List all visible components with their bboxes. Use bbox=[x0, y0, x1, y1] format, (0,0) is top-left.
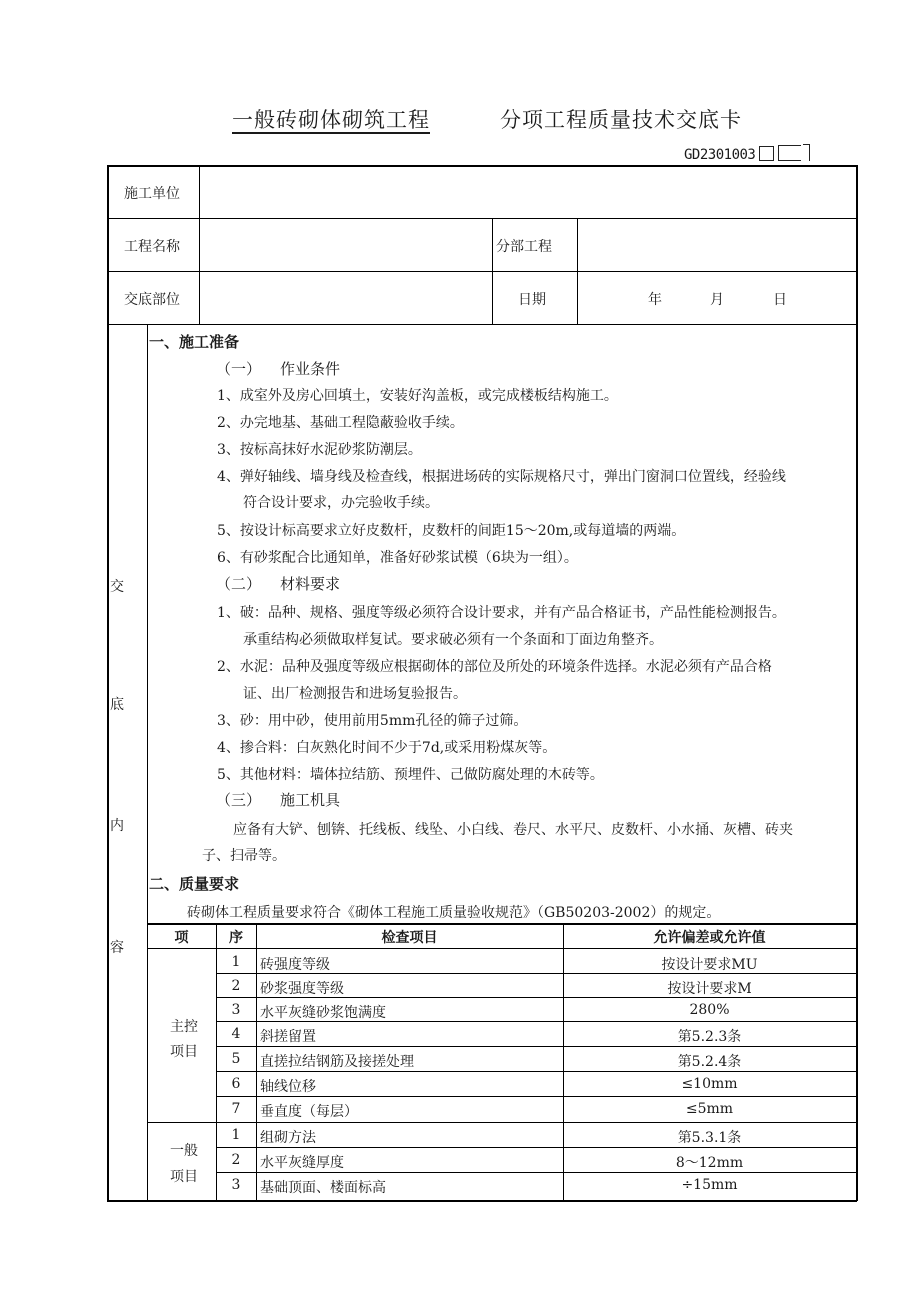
project-name-label: 工程名称 bbox=[124, 239, 180, 255]
side-label-2: 底 bbox=[110, 697, 124, 713]
group-main-control-label-2: 项目 bbox=[170, 1044, 198, 1060]
row-seq: 1 bbox=[231, 954, 241, 970]
quality-standard-text: 砖砌体工程质量要求符合《砌体工程施工质量验收规范》（GB50203-2002）的规定。 bbox=[187, 905, 721, 921]
prep-item: 5、按设计标高要求立好皮数杆，皮数杆的间距15～20m,或每道墙的两端。 bbox=[217, 523, 686, 539]
row-value: 第5.2.4条 bbox=[677, 1054, 742, 1070]
col-header-tolerance: 允许偏差或允许值 bbox=[653, 930, 766, 946]
prep-item: 2、办完地基、基础工程隐蔽验收手续。 bbox=[217, 415, 464, 431]
side-label-1: 交 bbox=[110, 579, 124, 595]
subsection-2-title: 材料要求 bbox=[280, 575, 341, 593]
handover-location-label: 交底部位 bbox=[124, 292, 180, 308]
material-item: 1、破：品种、规格、强度等级必须符合设计要求，并有产品合格证书，产品性能检测报告。 bbox=[217, 605, 786, 621]
row-item: 基础顶面、楼面标高 bbox=[260, 1180, 386, 1196]
row-seq: 4 bbox=[231, 1026, 241, 1042]
row-item: 组砌方法 bbox=[260, 1130, 316, 1146]
date-day: 日 bbox=[773, 292, 787, 308]
row-item: 斜搓留置 bbox=[260, 1029, 316, 1045]
material-item-continued: 承重结构必须做取样复试。要求破必须有一个条面和丁面边角整齐。 bbox=[243, 632, 663, 648]
prep-item: 3、按标高抹好水泥砂浆防潮层。 bbox=[217, 442, 422, 458]
date-year: 年 bbox=[648, 292, 662, 308]
code-bracket-icon bbox=[778, 145, 801, 161]
section-quality-requirements: 二、质量要求 bbox=[149, 875, 240, 893]
side-label-4: 容 bbox=[110, 940, 124, 956]
col-header-seq: 序 bbox=[229, 930, 243, 946]
material-item: 4、掺合料：白灰熟化时间不少于7d,或采用粉煤灰等。 bbox=[217, 740, 557, 756]
row-item: 水平灰缝厚度 bbox=[260, 1155, 344, 1171]
row-seq: 2 bbox=[231, 978, 241, 994]
row-value: 8～12mm bbox=[675, 1155, 744, 1171]
col-header-category: 项 bbox=[174, 930, 189, 946]
row-value: 280% bbox=[689, 1002, 730, 1018]
date-month: 月 bbox=[710, 292, 724, 308]
col-header-check-item: 检查项目 bbox=[381, 930, 438, 946]
prep-item: 1、成室外及房心回填土，安装好沟盖板，或完成楼板结构施工。 bbox=[217, 388, 618, 404]
code-bracket-end-icon bbox=[803, 144, 810, 161]
material-item: 3、砂：用中砂，使用前用5mm孔径的筛子过筛。 bbox=[217, 713, 528, 729]
date-label: 日期 bbox=[518, 292, 546, 308]
construction-unit-label: 施工单位 bbox=[124, 186, 180, 202]
group-general-label-2: 项目 bbox=[170, 1169, 198, 1185]
subsection-1-title: 作业条件 bbox=[280, 360, 341, 378]
page-subtitle: 分项工程质量技术交底卡 bbox=[500, 108, 742, 132]
prep-item: 6、有砂浆配合比通知单，准备好砂浆试模（6块为一组）。 bbox=[217, 550, 578, 566]
document-code: GD2301003 bbox=[684, 144, 810, 163]
prep-item: 4、弹好轴线、墙身线及检查线，根据进场砖的实际规格尺寸，弹出门窗洞口位置线，经验线 bbox=[217, 469, 786, 485]
code-box-icon bbox=[759, 146, 774, 161]
subsection-1-number: （一） bbox=[216, 360, 262, 378]
section-construction-prep: 一、施工准备 bbox=[149, 333, 240, 351]
row-value: 按设计要求M bbox=[667, 981, 752, 997]
prep-item-continued: 符合设计要求，办完验收手续。 bbox=[243, 495, 439, 511]
row-value: 第5.3.1条 bbox=[677, 1130, 742, 1146]
group-general-label: 一般 bbox=[170, 1143, 198, 1159]
tools-text-continued: 子、扫帚等。 bbox=[202, 848, 286, 864]
row-value: ≤5mm bbox=[685, 1101, 734, 1117]
row-seq: 1 bbox=[231, 1127, 241, 1143]
row-value: ≤10mm bbox=[681, 1076, 738, 1092]
row-seq: 5 bbox=[231, 1051, 241, 1067]
row-value: 第5.2.3条 bbox=[677, 1029, 742, 1045]
group-main-control-label: 主控 bbox=[170, 1019, 198, 1035]
material-item-continued: 证、出厂检测报告和进场复验报告。 bbox=[243, 686, 467, 702]
row-seq: 2 bbox=[231, 1152, 241, 1168]
side-label-3: 内 bbox=[110, 818, 124, 834]
row-item: 垂直度（每层） bbox=[260, 1104, 358, 1120]
page-title: 一般砖砌体砌筑工程 bbox=[232, 108, 430, 132]
tools-text: 应备有大铲、刨锛、托线板、线坠、小白线、卷尺、水平尺、皮数杆、小水捅、灰槽、砖夹 bbox=[233, 822, 793, 838]
material-item: 5、其他材料：墙体拉结筋、预埋件、己做防腐处理的木砖等。 bbox=[217, 767, 604, 783]
subproject-label: 分部工程 bbox=[496, 239, 552, 255]
row-item: 砂浆强度等级 bbox=[260, 981, 344, 997]
row-seq: 6 bbox=[231, 1076, 241, 1092]
subsection-2-number: （二） bbox=[216, 575, 262, 593]
row-item: 轴线位移 bbox=[260, 1079, 316, 1095]
subsection-3-number: （三） bbox=[216, 791, 262, 809]
material-item: 2、水泥：品种及强度等级应根据砌体的部位及所处的环境条件选择。水泥必须有产品合格 bbox=[217, 659, 772, 675]
row-item: 水平灰缝砂浆饱满度 bbox=[260, 1005, 386, 1021]
subsection-3-title: 施工机具 bbox=[280, 791, 341, 809]
row-item: 砖强度等级 bbox=[260, 957, 330, 973]
row-seq: 7 bbox=[231, 1101, 241, 1117]
row-value: ÷15mm bbox=[681, 1177, 738, 1193]
row-item: 直搓拉结钢筋及接搓处理 bbox=[260, 1054, 414, 1070]
row-value: 按设计要求MU bbox=[661, 957, 758, 973]
row-seq: 3 bbox=[231, 1002, 241, 1018]
row-seq: 3 bbox=[231, 1177, 241, 1193]
